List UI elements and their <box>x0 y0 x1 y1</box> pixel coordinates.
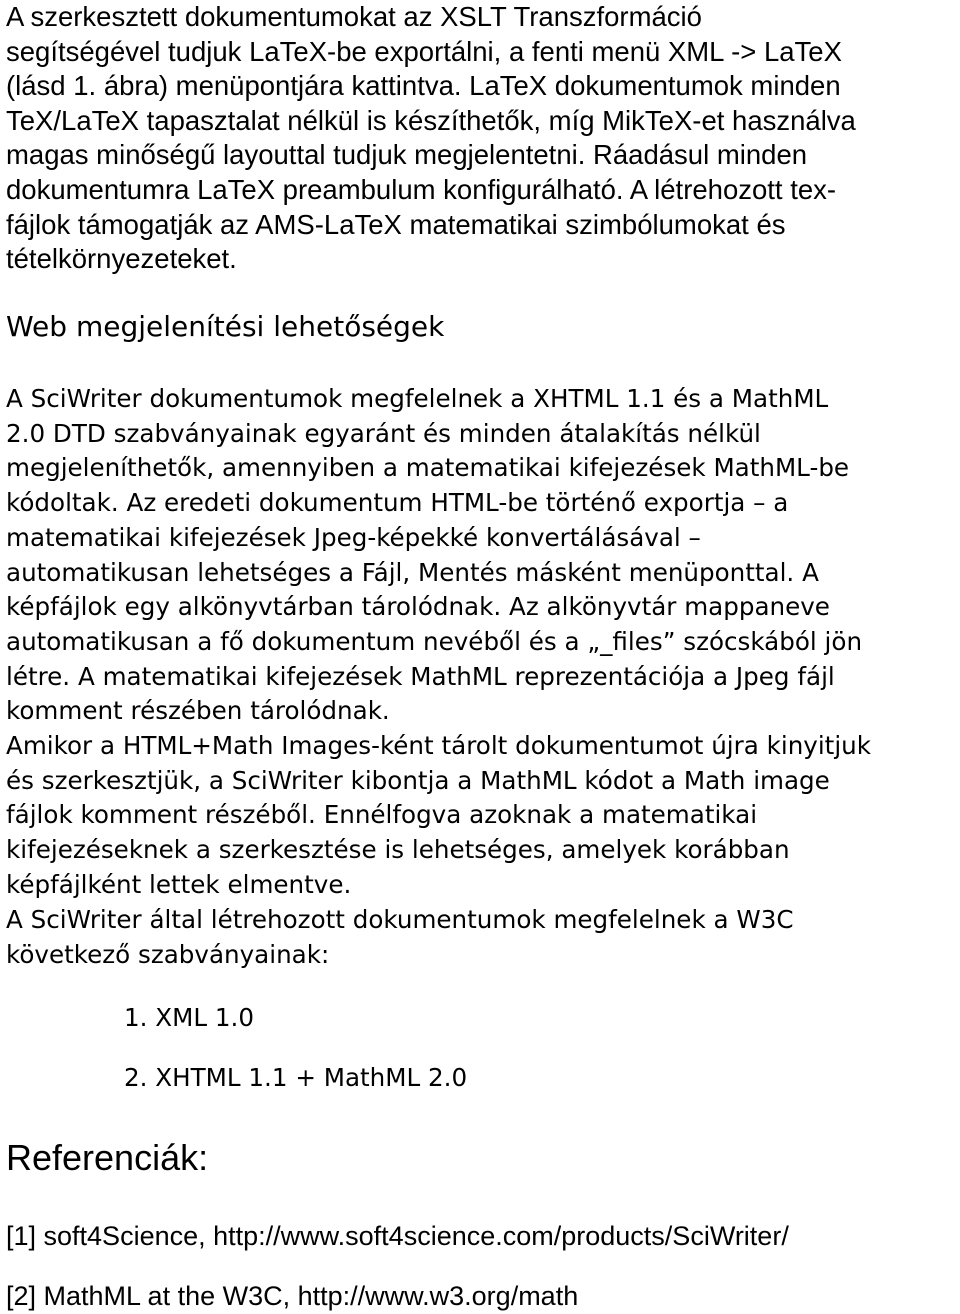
section-heading-web: Web megjelenítési lehetőségek <box>6 310 445 343</box>
standards-list-item: 2. XHTML 1.1 + MathML 2.0 <box>124 1063 468 1092</box>
text-line: A SciWriter által létrehozott dokumentumok megfelelnek a W3C <box>6 905 794 934</box>
paragraph-w3c-standards <box>6 903 794 972</box>
text-line: következő szabványainak: <box>6 939 330 969</box>
text-line: Amikor a HTML+Math Images-ként tárolt dokumentumot újra kinyitjuk <box>6 731 871 760</box>
text-line: A SciWriter dokumentumok megfelelnek a XHTML 1.1 és a MathML <box>6 384 829 413</box>
text-line: (lásd 1. ábra) menüpontjára kattintva. LaTeX dokumentumok minden <box>6 70 841 102</box>
paragraph-reopen-editing <box>6 729 871 903</box>
standards-list-item: 1. XML 1.0 <box>124 1003 254 1032</box>
text-line: megjeleníthetők, amennyiben a matematikai kifejezések MathML-be <box>6 453 850 483</box>
text-line: fájlok támogatják az AMS-LaTeX matematikai szimbólumokat és <box>6 208 786 240</box>
text-line: segítségével tudjuk LaTeX-be exportálni, a fenti menü XML -> LaTeX <box>6 35 842 67</box>
text-line: A szerkesztett dokumentumokat az XSLT Transzformáció <box>6 1 702 32</box>
text-line: komment részében tárolódnak. <box>6 696 390 726</box>
section-heading-references: Referenciák: <box>6 1137 209 1178</box>
text-line: magas minőségű layouttal tudjuk megjelentetni. Ráadásul minden <box>6 139 808 171</box>
text-line: dokumentumra LaTeX preambulum konfigurálható. A létrehozott tex- <box>6 173 837 205</box>
text-line: TeX/LaTeX tapasztalat nélkül is készíthetők, míg MikTeX-et használva <box>6 104 856 136</box>
text-line: létre. A matematikai kifejezések MathML reprezentációja a Jpeg fájl <box>6 661 835 691</box>
text-line: fájlok komment részéből. Ennélfogva azoknak a matematikai <box>6 800 758 830</box>
paragraph-latex-export <box>6 0 856 277</box>
reference-item: [1] soft4Science, http://www.soft4science.com/products/SciWriter/ <box>6 1221 789 1251</box>
text-line: 2.0 DTD szabványainak egyaránt és minden átalakítás nélkül <box>6 418 761 448</box>
paragraph-web-display <box>6 382 862 729</box>
text-line: és szerkesztjük, a SciWriter kibontja a MathML kódot a Math image <box>6 765 830 795</box>
text-line: képfájlok egy alkönyvtárban tárolódnak. Az alkönyvtár mappaneve <box>6 592 830 622</box>
text-line: kifejezéseknek a szerkesztése is lehetséges, amelyek korábban <box>6 835 790 865</box>
text-line: matematikai kifejezések Jpeg-képekké konvertálásával – <box>6 522 701 552</box>
reference-item: [2] MathML at the W3C, http://www.w3.org/math <box>6 1281 579 1311</box>
text-line: tételkörnyezeteket. <box>6 243 237 275</box>
text-line: automatikusan lehetséges a Fájl, Mentés másként menüponttal. A <box>6 557 819 587</box>
text-line: automatikusan a fő dokumentum nevéből és a „_files” szócskából jön <box>6 626 863 656</box>
text-line: képfájlként lettek elmentve. <box>6 869 352 899</box>
text-line: kódoltak. Az eredeti dokumentum HTML-be történő exportja – a <box>6 488 789 518</box>
